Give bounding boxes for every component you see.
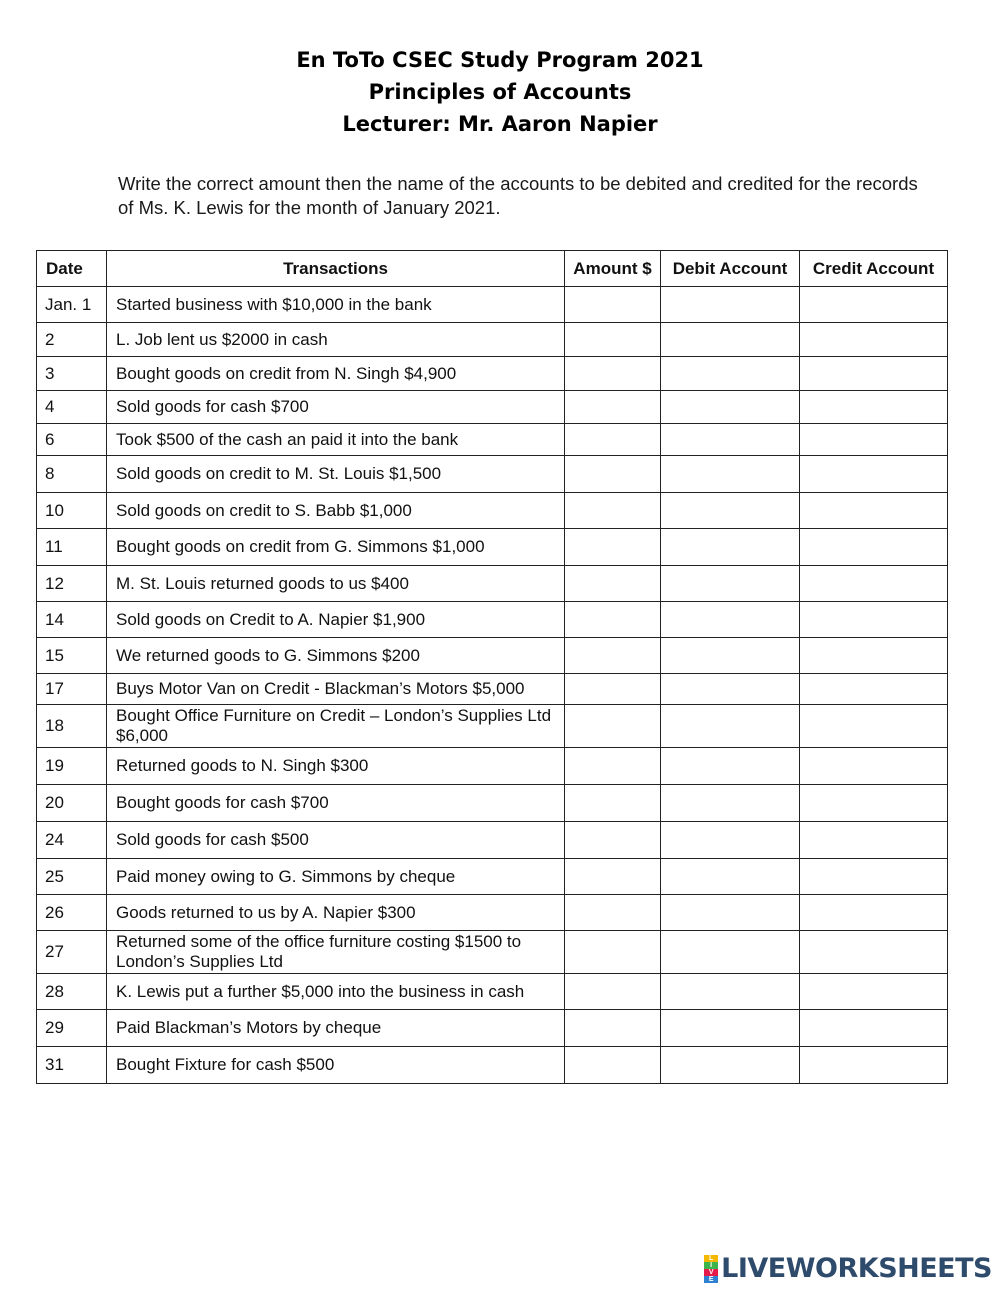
amount-input-cell[interactable] — [565, 287, 661, 323]
debit-account-input-cell[interactable] — [661, 602, 800, 638]
debit-account-input-cell[interactable] — [661, 287, 800, 323]
amount-input-cell[interactable] — [565, 1010, 661, 1047]
row-transaction: Sold goods for cash $500 — [107, 822, 565, 859]
logo-icon-letter: L — [704, 1255, 718, 1262]
debit-account-input-cell[interactable] — [661, 705, 800, 748]
amount-input-cell[interactable] — [565, 1047, 661, 1084]
program-title: En ToTo CSEC Study Program 2021 — [296, 48, 704, 72]
debit-account-input-cell[interactable] — [661, 974, 800, 1010]
table-row — [37, 822, 948, 859]
amount-input-cell[interactable] — [565, 456, 661, 493]
table-row — [37, 705, 948, 748]
row-date: 29 — [37, 1010, 107, 1047]
table-row — [37, 748, 948, 785]
logo-icon-letter: I — [704, 1262, 718, 1269]
table-row — [37, 424, 948, 456]
column-header-transactions: Transactions — [107, 251, 565, 287]
row-date: 11 — [37, 529, 107, 566]
row-date: 31 — [37, 1047, 107, 1084]
credit-account-input-cell[interactable] — [800, 748, 948, 785]
row-date: 14 — [37, 602, 107, 638]
debit-account-input-cell[interactable] — [661, 785, 800, 822]
column-header-credit-account: Credit Account — [800, 251, 948, 287]
table-row — [37, 287, 948, 323]
table-row — [37, 895, 948, 931]
row-date: 28 — [37, 974, 107, 1010]
debit-account-input-cell[interactable] — [661, 493, 800, 529]
row-date: 27 — [37, 931, 107, 974]
amount-input-cell[interactable] — [565, 785, 661, 822]
debit-account-input-cell[interactable] — [661, 424, 800, 456]
row-date: 20 — [37, 785, 107, 822]
row-transaction: Paid Blackman’s Motors by cheque — [107, 1010, 565, 1047]
table-row — [37, 566, 948, 602]
amount-input-cell[interactable] — [565, 895, 661, 931]
table-row — [37, 456, 948, 493]
row-date: Jan. 1 — [37, 287, 107, 323]
debit-account-input-cell[interactable] — [661, 822, 800, 859]
table-row — [37, 1047, 948, 1084]
amount-input-cell[interactable] — [565, 357, 661, 391]
table-row — [37, 931, 948, 974]
row-date: 18 — [37, 705, 107, 748]
amount-input-cell[interactable] — [565, 748, 661, 785]
row-transaction: Sold goods on Credit to A. Napier $1,900 — [107, 602, 565, 638]
credit-account-input-cell[interactable] — [800, 566, 948, 602]
table-row — [37, 391, 948, 424]
table-row — [37, 357, 948, 391]
subject-title: Principles of Accounts — [368, 80, 632, 104]
row-transaction: Sold goods on credit to M. St. Louis $1,500 — [107, 456, 565, 493]
table-header-row — [37, 251, 948, 287]
debit-account-input-cell[interactable] — [661, 895, 800, 931]
row-transaction: Started business with $10,000 in the bank — [107, 287, 565, 323]
credit-account-input-cell[interactable] — [800, 974, 948, 1010]
debit-account-input-cell[interactable] — [661, 1010, 800, 1047]
logo-text: LIVEWORKSHEETS — [721, 1252, 992, 1284]
row-date: 10 — [37, 493, 107, 529]
debit-account-input-cell[interactable] — [661, 456, 800, 493]
table-row — [37, 602, 948, 638]
row-transaction: K. Lewis put a further $5,000 into the business in cash — [107, 974, 565, 1010]
row-transaction: Bought Fixture for cash $500 — [107, 1047, 565, 1084]
debit-account-input-cell[interactable] — [661, 323, 800, 357]
table-row — [37, 493, 948, 529]
credit-account-input-cell[interactable] — [800, 1047, 948, 1084]
table-row — [37, 529, 948, 566]
table-row — [37, 323, 948, 357]
row-transaction: L. Job lent us $2000 in cash — [107, 323, 565, 357]
row-transaction: Paid money owing to G. Simmons by cheque — [107, 859, 565, 895]
worksheet-header — [0, 44, 1000, 140]
debit-account-input-cell[interactable] — [661, 566, 800, 602]
column-header-debit-account: Debit Account — [661, 251, 800, 287]
credit-account-input-cell[interactable] — [800, 1010, 948, 1047]
amount-input-cell[interactable] — [565, 323, 661, 357]
amount-input-cell[interactable] — [565, 602, 661, 638]
logo-icon-letter: V — [704, 1269, 718, 1276]
row-date: 24 — [37, 822, 107, 859]
credit-account-input-cell[interactable] — [800, 822, 948, 859]
credit-account-input-cell[interactable] — [800, 424, 948, 456]
table-row — [37, 674, 948, 705]
amount-input-cell[interactable] — [565, 391, 661, 424]
table-row — [37, 638, 948, 674]
amount-input-cell[interactable] — [565, 974, 661, 1010]
liveworksheets-icon — [704, 1255, 718, 1282]
credit-account-input-cell[interactable] — [800, 859, 948, 895]
row-transaction: M. St. Louis returned goods to us $400 — [107, 566, 565, 602]
row-date: 25 — [37, 859, 107, 895]
credit-account-input-cell[interactable] — [800, 674, 948, 705]
credit-account-input-cell[interactable] — [800, 529, 948, 566]
amount-input-cell[interactable] — [565, 493, 661, 529]
credit-account-input-cell[interactable] — [800, 895, 948, 931]
amount-input-cell[interactable] — [565, 529, 661, 566]
credit-account-input-cell[interactable] — [800, 287, 948, 323]
debit-account-input-cell[interactable] — [661, 638, 800, 674]
lecturer-title: Lecturer: Mr. Aaron Napier — [342, 112, 658, 136]
debit-account-input-cell[interactable] — [661, 391, 800, 424]
logo-icon-letter: E — [704, 1276, 718, 1283]
amount-input-cell[interactable] — [565, 638, 661, 674]
debit-account-input-cell[interactable] — [661, 674, 800, 705]
credit-account-input-cell[interactable] — [800, 493, 948, 529]
column-header-amount: Amount $ — [565, 251, 661, 287]
amount-input-cell[interactable] — [565, 822, 661, 859]
debit-account-input-cell[interactable] — [661, 859, 800, 895]
row-transaction: Bought goods for cash $700 — [107, 785, 565, 822]
amount-input-cell[interactable] — [565, 566, 661, 602]
row-transaction: Returned some of the office furniture costing $1500 to London’s Supplies Ltd — [107, 931, 565, 974]
credit-account-input-cell[interactable] — [800, 357, 948, 391]
row-transaction: We returned goods to G. Simmons $200 — [107, 638, 565, 674]
row-date: 6 — [37, 424, 107, 456]
row-transaction: Bought Office Furniture on Credit – London’s Supplies Ltd $6,000 — [107, 705, 565, 748]
row-date: 4 — [37, 391, 107, 424]
amount-input-cell[interactable] — [565, 424, 661, 456]
debit-account-input-cell[interactable] — [661, 931, 800, 974]
liveworksheets-logo — [704, 1253, 992, 1283]
amount-input-cell[interactable] — [565, 674, 661, 705]
instructions-text: Write the correct amount then the name of the accounts to be debited and credited for the records of Ms. K. Lewis for the month of January 2021. — [118, 173, 918, 218]
table-row — [37, 859, 948, 895]
row-date: 26 — [37, 895, 107, 931]
row-date: 19 — [37, 748, 107, 785]
row-date: 8 — [37, 456, 107, 493]
credit-account-input-cell[interactable] — [800, 931, 948, 974]
row-date: 3 — [37, 357, 107, 391]
column-header-date: Date — [37, 251, 107, 287]
row-transaction: Returned goods to N. Singh $300 — [107, 748, 565, 785]
row-transaction: Sold goods for cash $700 — [107, 391, 565, 424]
row-date: 17 — [37, 674, 107, 705]
row-date: 2 — [37, 323, 107, 357]
amount-input-cell[interactable] — [565, 931, 661, 974]
row-transaction: Took $500 of the cash an paid it into the bank — [107, 424, 565, 456]
credit-account-input-cell[interactable] — [800, 602, 948, 638]
credit-account-input-cell[interactable] — [800, 785, 948, 822]
row-transaction: Buys Motor Van on Credit - Blackman’s Motors $5,000 — [107, 674, 565, 705]
credit-account-input-cell[interactable] — [800, 391, 948, 424]
row-transaction: Sold goods on credit to S. Babb $1,000 — [107, 493, 565, 529]
debit-account-input-cell[interactable] — [661, 357, 800, 391]
credit-account-input-cell[interactable] — [800, 323, 948, 357]
debit-account-input-cell[interactable] — [661, 529, 800, 566]
table-row — [37, 974, 948, 1010]
row-date: 15 — [37, 638, 107, 674]
row-transaction: Bought goods on credit from N. Singh $4,900 — [107, 357, 565, 391]
table-row — [37, 785, 948, 822]
debit-account-input-cell[interactable] — [661, 748, 800, 785]
credit-account-input-cell[interactable] — [800, 638, 948, 674]
credit-account-input-cell[interactable] — [800, 705, 948, 748]
transactions-table — [36, 250, 948, 1084]
row-transaction: Goods returned to us by A. Napier $300 — [107, 895, 565, 931]
credit-account-input-cell[interactable] — [800, 456, 948, 493]
row-transaction: Bought goods on credit from G. Simmons $1,000 — [107, 529, 565, 566]
amount-input-cell[interactable] — [565, 705, 661, 748]
amount-input-cell[interactable] — [565, 859, 661, 895]
table-row — [37, 1010, 948, 1047]
debit-account-input-cell[interactable] — [661, 1047, 800, 1084]
row-date: 12 — [37, 566, 107, 602]
